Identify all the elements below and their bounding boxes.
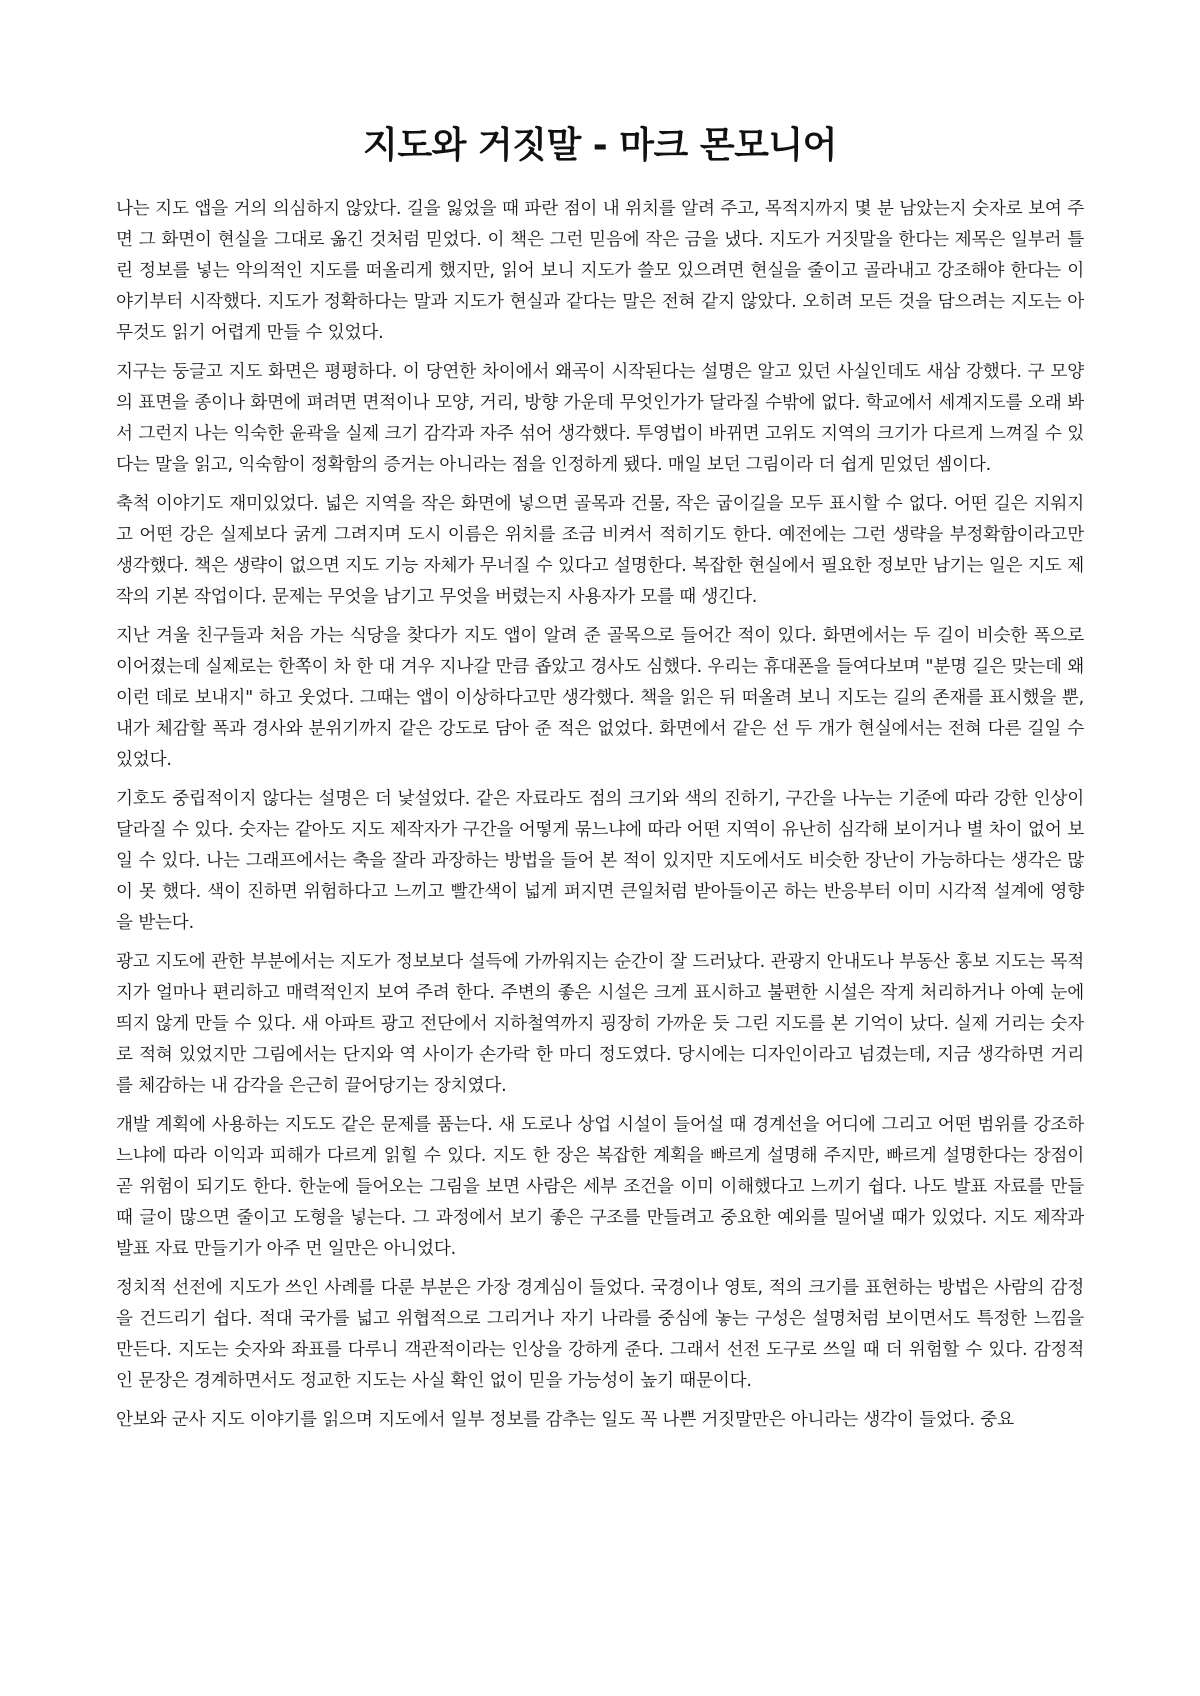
paragraph: 나는 지도 앱을 거의 의심하지 않았다. 길을 잃었을 때 파란 점이 내 위치를 알려 주고, 목적지까지 몇 분 남았는지 숫자로 보여 주면 그 화면이 현실을 그대로 옮긴 것처럼 믿었다. 이 책은 그런 믿음에 작은 금을 냈다. 지도가 거짓말을 한다는 제목은 일부러 틀린 정보를 넣는 악의적인 지도를 떠올리게 했지만, 읽어 보니 지도가 쓸모 있으려면 현실을 줄이고 골라내고 강조해야 한다는 이야기부터 시작했다. 지도가 정확하다는 말과 지도가 현실과 같다는 말은 전혀 같지 않았다. 오히려 모든 것을 담으려는 지도는 아무것도 읽기 어렵게 만들 수 있었다. bbox=[116, 199, 1084, 343]
paragraph: 축척 이야기도 재미있었다. 넓은 지역을 작은 화면에 넣으면 골목과 건물, 작은 굽이길을 모두 표시할 수 없다. 어떤 길은 지워지고 어떤 강은 실제보다 굵게 그려지며 도시 이름은 위치를 조금 비켜서 적히기도 한다. 예전에는 그런 생략을 부정확함이라고만 생각했다. 책은 생략이 없으면 지도 기능 자체가 무너질 수 있다고 설명한다. 복잡한 현실에서 필요한 정보만 남기는 일은 지도 제작의 기본 작업이다. 문제는 무엇을 남기고 무엇을 버렸는지 사용자가 모를 때 생긴다. bbox=[116, 494, 1084, 607]
paragraph: 정치적 선전에 지도가 쓰인 사례를 다룬 부분은 가장 경계심이 들었다. 국경이나 영토, 적의 크기를 표현하는 방법은 사람의 감정을 건드리기 쉽다. 적대 국가를 넓고 위협적으로 그리거나 자기 나라를 중심에 놓는 구성은 설명처럼 보이면서도 특정한 느낌을 만든다. 지도는 숫자와 좌표를 다루니 객관적이라는 인상을 강하게 준다. 그래서 선전 도구로 쓰일 때 더 위험할 수 있다. 감정적인 문장은 경계하면서도 정교한 지도는 사실 확인 없이 믿을 가능성이 높기 때문이다. bbox=[116, 1278, 1084, 1391]
paragraph: 광고 지도에 관한 부분에서는 지도가 정보보다 설득에 가까워지는 순간이 잘 드러났다. 관광지 안내도나 부동산 홍보 지도는 목적지가 얼마나 편리하고 매력적인지 보여 주려 한다. 주변의 좋은 시설은 크게 표시하고 불편한 시설은 작게 처리하거나 아예 눈에 띄지 않게 만들 수 있다. 새 아파트 광고 전단에서 지하철역까지 굉장히 가까운 듯 그린 지도를 본 기억이 났다. 실제 거리는 숫자로 적혀 있었지만 그림에서는 단지와 역 사이가 손가락 한 마디 정도였다. 당시에는 디자인이라고 넘겼는데, 지금 생각하면 거리를 체감하는 내 감각을 은근히 끌어당기는 장치였다. bbox=[116, 952, 1084, 1096]
paragraph: 지난 겨울 친구들과 처음 가는 식당을 찾다가 지도 앱이 알려 준 골목으로 들어간 적이 있다. 화면에서는 두 길이 비슷한 폭으로 이어졌는데 실제로는 한쪽이 차 한 대 겨우 지나갈 만큼 좁았고 경사도 심했다. 우리는 휴대폰을 들여다보며 "분명 길은 맞는데 왜 이런 데로 보내지" 하고 웃었다. 그때는 앱이 이상하다고만 생각했다. 책을 읽은 뒤 떠올려 보니 지도는 길의 존재를 표시했을 뿐, 내가 체감할 폭과 경사와 분위기까지 같은 강도로 담아 준 적은 없었다. 화면에서 같은 선 두 개가 현실에서는 전혀 다른 길일 수 있었다. bbox=[116, 626, 1084, 770]
document-title: 지도와 거짓말 - 마크 몬모니어 bbox=[363, 125, 837, 166]
paragraph: 안보와 군사 지도 이야기를 읽으며 지도에서 일부 정보를 감추는 일도 꼭 나쁜 거짓말만은 아니라는 생각이 들었다. 중요 bbox=[116, 1410, 1014, 1430]
paragraph: 개발 계획에 사용하는 지도도 같은 문제를 품는다. 새 도로나 상업 시설이 들어설 때 경계선을 어디에 그리고 어떤 범위를 강조하느냐에 따라 이익과 피해가 다르게 읽힐 수 있다. 지도 한 장은 복잡한 계획을 빠르게 설명해 주지만, 빠르게 설명한다는 장점이 곧 위험이 되기도 한다. 한눈에 들어오는 그림을 보면 사람은 세부 조건을 이미 이해했다고 느끼기 쉽다. 나도 발표 자료를 만들 때 글이 많으면 줄이고 도형을 넣는다. 그 과정에서 보기 좋은 구조를 만들려고 중요한 예외를 밀어낼 때가 있었다. 지도 제작과 발표 자료 만들기가 아주 먼 일만은 아니었다. bbox=[116, 1115, 1084, 1259]
paragraph: 지구는 둥글고 지도 화면은 평평하다. 이 당연한 차이에서 왜곡이 시작된다는 설명은 알고 있던 사실인데도 새삼 강했다. 구 모양의 표면을 종이나 화면에 펴려면 면적이나 모양, 거리, 방향 가운데 무엇인가가 달라질 수밖에 없다. 학교에서 세계지도를 오래 봐서 그런지 나는 익숙한 윤곽을 실제 크기 감각과 자주 섞어 생각했다. 투영법이 바뀌면 고위도 지역의 크기가 다르게 느껴질 수 있다는 말을 읽고, 익숙함이 정확함의 증거는 아니라는 점을 인정하게 됐다. 매일 보던 그림이라 더 쉽게 믿었던 셈이다. bbox=[116, 362, 1084, 475]
paragraph: 기호도 중립적이지 않다는 설명은 더 낯설었다. 같은 자료라도 점의 크기와 색의 진하기, 구간을 나누는 기준에 따라 강한 인상이 달라질 수 있다. 숫자는 같아도 지도 제작자가 구간을 어떻게 묶느냐에 따라 어떤 지역이 유난히 심각해 보이거나 별 차이 없어 보일 수 있다. 나는 그래프에서는 축을 잘라 과장하는 방법을 들어 본 적이 있지만 지도에서도 비슷한 장난이 가능하다는 생각은 많이 못 했다. 색이 진하면 위험하다고 느끼고 빨간색이 넓게 퍼지면 큰일처럼 받아들이곤 하는 반응부터 이미 시각적 설계에 영향을 받는다. bbox=[116, 789, 1084, 933]
document-page bbox=[116, 118, 1084, 1678]
